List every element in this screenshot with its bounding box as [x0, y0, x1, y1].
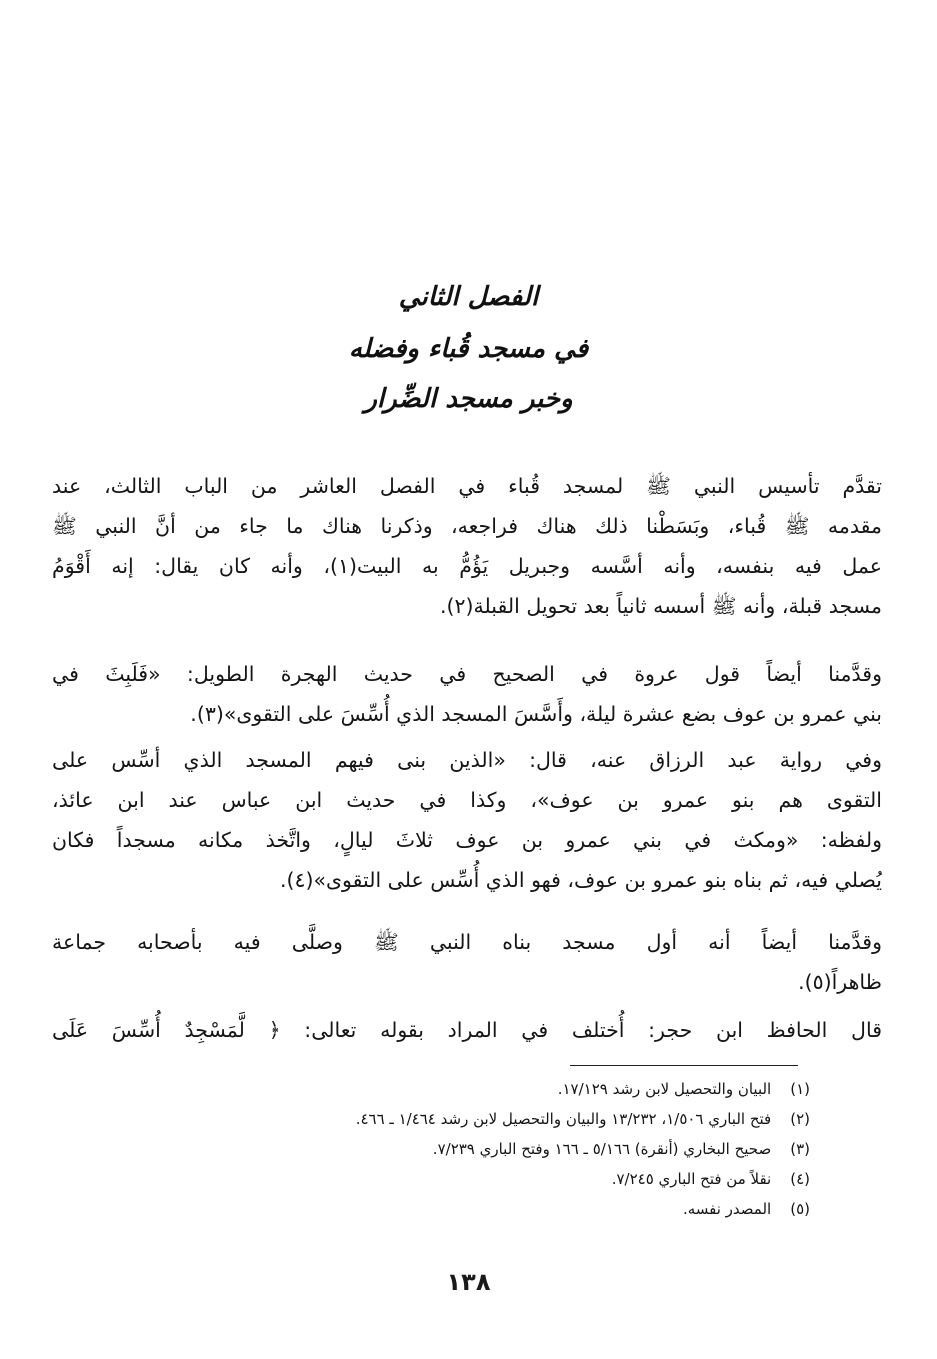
- text-line: وفي رواية عبد الرزاق عنه، قال: «الذين بنى فيهم المسجد الذي أسِّس على: [52, 748, 882, 772]
- footnote-text: المصدر نفسه.: [682, 1200, 772, 1218]
- text-line: يُصلي فيه، ثم بناه بنو عمرو بن عوف، فهو الذي أُسِّس على التقوى»(٤).: [279, 868, 882, 892]
- footnote-text: نقلاً من فتح الباري ٧/٢٤٥.: [611, 1170, 772, 1188]
- footnote-item: [200, 1074, 810, 1104]
- text-line: تقدَّم تأسيس النبي ﷺ لمسجد قُباء في الفصل العاشر من الباب الثالث، عند: [52, 474, 882, 498]
- paragraph-2: [52, 654, 882, 734]
- text-line: التقوى هم بنو عمرو بن عوف»، وكذا في حديث ابن عباس عند ابن عائذ،: [52, 788, 882, 812]
- text-line: مسجد قبلة، وأنه ﷺ أسسه ثانياً بعد تحويل القبلة(٢).: [440, 594, 882, 618]
- text-line: بني عمرو بن عوف بضع عشرة ليلة، وأَسَّسَ المسجد الذي أُسِّسَ على التقوى»(٣).: [190, 702, 882, 726]
- text-line: ولفظه: «ومكث في بني عمرو بن عوف ثلاثَ ليالٍ، واتَّخذ مكانه مسجداً فكان: [52, 828, 882, 852]
- footnote-item: [200, 1164, 810, 1194]
- footnote-item: [200, 1104, 810, 1134]
- footnote-item: [200, 1134, 810, 1164]
- chapter-subtitle: في مسجد قُباء وفضله: [348, 334, 589, 364]
- text-line: قال الحافظ ابن حجر: أُختلف في المراد بقوله تعالى: ﴿ لَّمَسْجِدٌ أُسِّسَ عَلَى: [52, 1018, 882, 1042]
- paragraph-3: [52, 740, 882, 900]
- footnote-number: (٥): [790, 1200, 810, 1218]
- paragraph-5: [52, 1010, 882, 1050]
- footnote-number: (٢): [790, 1110, 810, 1128]
- paragraph-1: [52, 466, 882, 626]
- text-line: عمل فيه بنفسه، وأنه أسَّسه وجبريل يَؤُمُّ به البيت(١)، وأنه كان يقال: إنه أَقْوَمُ: [52, 554, 882, 578]
- text-line: مقدمه ﷺ قُباء، وبَسَطْنا ذلك هناك فراجعه، وذكرنا هناك ما جاء من أنَّ النبي ﷺ: [52, 514, 882, 538]
- footnote-text: البيان والتحصيل لابن رشد ١٧/١٢٩.: [557, 1080, 772, 1098]
- footnote-item: [200, 1194, 810, 1224]
- footnote-text: فتح الباري ١/٥٠٦، ١٣/٢٣٢ والبيان والتحصيل لابن رشد ١/٤٦٤ ـ ٤٦٦.: [355, 1110, 772, 1128]
- page-number: ١٣٨: [446, 1268, 491, 1296]
- footnote-text: صحيح البخاري (أنقرة) ٥/١٦٦ ـ ١٦٦ وفتح الباري ٧/٢٣٩.: [432, 1140, 772, 1158]
- chapter-title: الفصل الثاني: [398, 282, 539, 312]
- footnote-number: (٤): [790, 1170, 810, 1188]
- paragraph-4: [52, 922, 882, 1002]
- text-line: وقدَّمنا أيضاً أنه أول مسجد بناه النبي ﷺ وصلَّى فيه بأصحابه جماعة: [52, 930, 882, 954]
- text-line: وقدَّمنا أيضاً قول عروة في الصحيح في حديث الهجرة الطويل: «فَلَبِثَ في: [52, 662, 882, 686]
- footnote-number: (١): [790, 1080, 810, 1098]
- footnote-number: (٣): [790, 1140, 810, 1158]
- chapter-subtitle-2: وخبر مسجد الضِّرار: [364, 384, 573, 414]
- footnote-divider: [570, 1065, 798, 1066]
- text-line: ظاهراً(٥).: [798, 970, 882, 994]
- footnotes: [200, 1074, 810, 1224]
